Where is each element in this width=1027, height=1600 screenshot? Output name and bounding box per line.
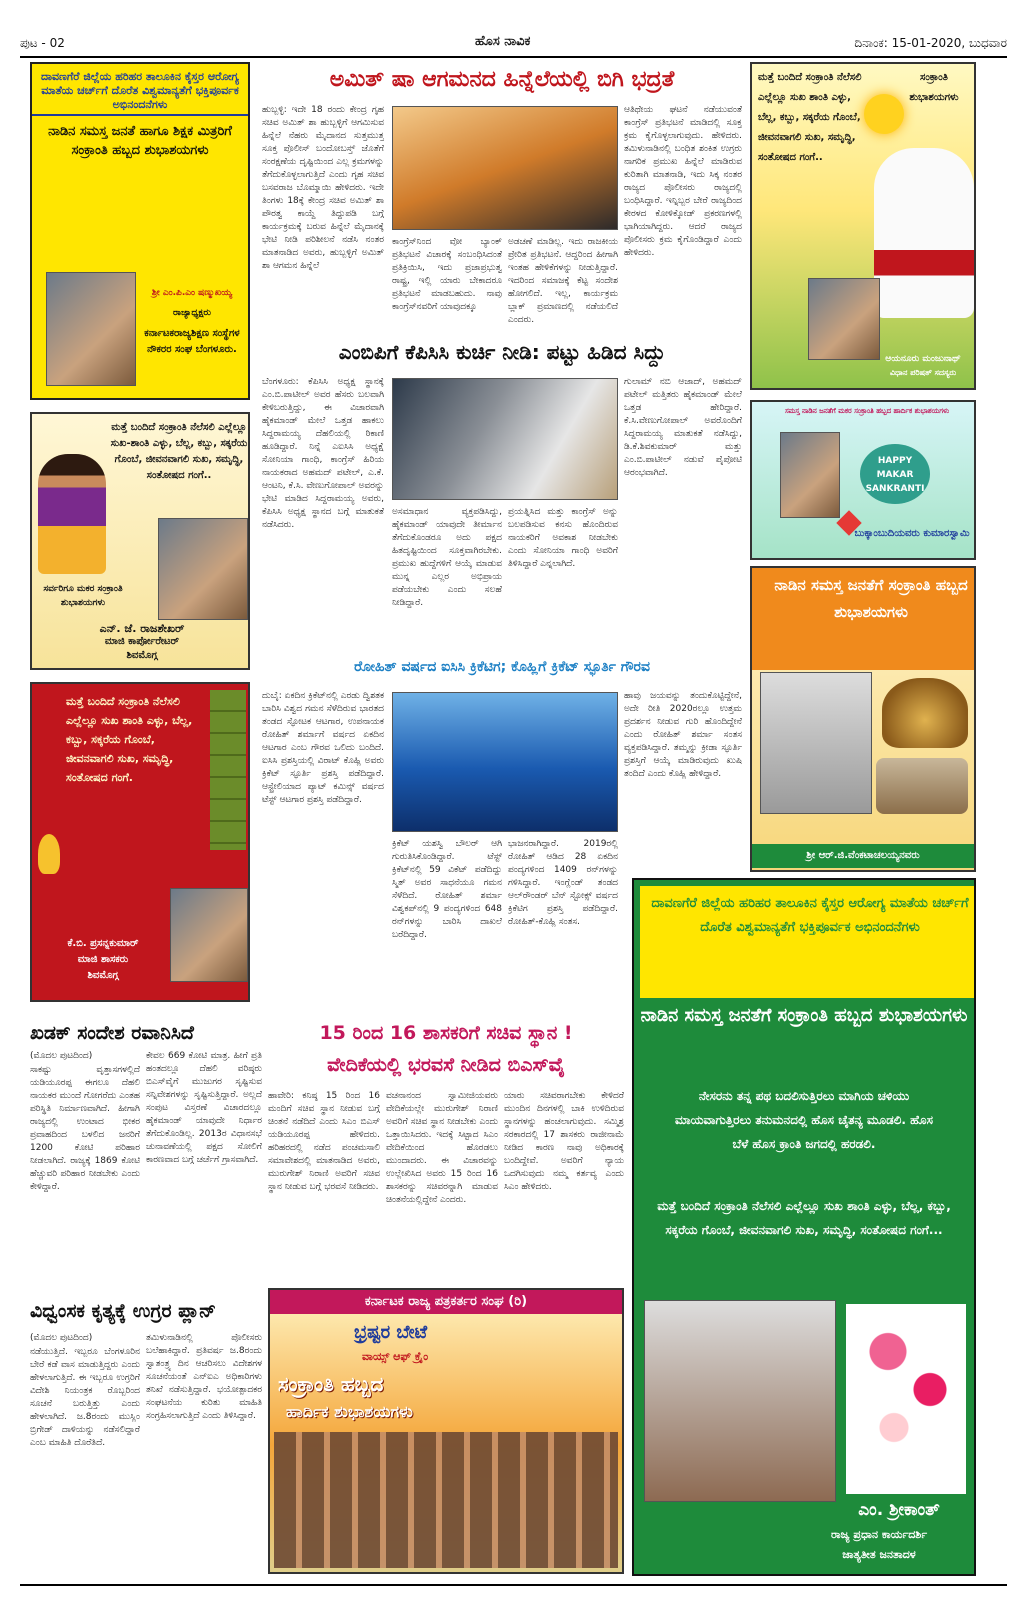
ad-person-role: ರಾಜ್ಯಾಧ್ಯಕ್ಷರು: [173, 308, 211, 318]
story-body: ಭಾಜನರಾಗಿದ್ದಾರೆ. 2019ರಲ್ಲಿ ರೋಹಿತ್ ಆಡಿದ 28 ಏಕದಿನ ಪಂದ್ಯಗಳಿಂದ 1409 ರನ್‌ಗಳನ್ನು ಗಳಿಸಿದ್ದಾರೆ. ಇಂಗ್ಲೆಂಡ್ ತಂಡದ ಆಲ್‌ರೌಂಡರ್ ಬೆನ್ ಸ್ಟೋಕ್ಸ್ ವರ್ಷದ ಕ್ರಿಕೆಟಿಗ ಪ್ರಶಸ್ತಿ ಪಡೆದಿದ್ದಾರೆ. ರೋಹಿತ್-ಕೊಹ್ಲಿ ಸಂತಸ.: [508, 839, 618, 927]
story-body: ಸಾಕಷ್ಟು ವೃತ್ತಾಸಗಳಲ್ಲಿದೆ ಯಡಿಯೂರಪ್ಪ ಈಗಲೂ ದೆಹಲಿ ನಾಯಕರ ಮುಂದೆ ಗೋಗರೆದು ಎಂತಹ ಪರಿಸ್ಥಿತಿ ನಿರ್ಮಾಣವಾಗಿದೆ. ಹೀಗಾಗಿ ರಾಜ್ಯದಲ್ಲಿ ಉಂಟಾದ ಭೀಕರ ಪ್ರವಾಹದಿಂದ ಬಳಲಿದ ಜನರಿಗೆ 1200 ಕೋಟಿ ಪರಿಹಾರ ನೀಡಲಾಗಿದೆ. ರಾಜ್ಯಕ್ಕೆ 1869 ಕೋಟಿ ಹೆಚ್ಚುವರಿ ಪರಿಹಾರ ನೀಡಬೇಕು ಎಂದು ಕೇಳಿದ್ದಾರೆ.: [30, 1065, 140, 1192]
ad-person-role: ಮಾಜಿ ಕಾರ್ಪೋರೇಟರ್: [104, 636, 180, 647]
story-headline: ಅಮಿತ್ ಷಾ ಆಗಮನದ ಹಿನ್ನೆಲೆಯಲ್ಲಿ ಬಿಗಿ ಭದ್ರತೆ: [329, 67, 675, 92]
story-body: ಗುಲಾಮ್ ನಬಿ ಆಜಾದ್, ಅಹಮದ್ ಪಟೇಲ್ ಮತ್ತಿತರು ಹೈಕಮಾಂಡ್ ಮೇಲೆ ಒತ್ತಡ ಹೇರಿದ್ದಾರೆ. ಕೆ.ಸಿ.ವೇಣುಗೋಪಾಲ್ ಅವರೊಂದಿಗೆ ಸಿದ್ದರಾಮಯ್ಯ ಮಾತುಕತೆ ನಡೆಸಿದ್ದು, ಡಿ.ಕೆ.ಶಿವಕುಮಾರ್ ಮತ್ತು ಎಂ.ಬಿ.ಪಾಟೀಲ್ ನಡುವೆ ಪೈಪೋಟಿ ಆರಂಭವಾಗಿದೆ.: [624, 377, 742, 478]
ad-left-corporator: [30, 412, 250, 670]
portrait-photo: [46, 272, 136, 386]
ad-person-name: ಎಂ. ಶ್ರೀಕಾಂತ್: [858, 1500, 940, 1520]
ad-person-name: ಆಯನೂರು ಮಂಜುನಾಥ್: [885, 354, 961, 364]
ad-poem: ನೇಸರನು ತನ್ನ ಪಥ ಬದಲಿಸುತ್ತಿರಲು ಮಾಗಿಯ ಚಳಿಯು ಮಾಯವಾಗುತ್ತಿರಲು ತನುಮನದಲ್ಲಿ ಹೊಸ ಚೈತನ್ಯ ಮೂಡಲಿ. ಹೊಸ ಬೆಳೆ ಹೊಸ ಕ್ರಾಂತಿ ಜಗದಲ್ಲಿ ಹರಡಲಿ.: [675, 1089, 933, 1151]
ad-subtitle: ವಾಯ್ಸ್ ಆಫ್ ಕ್ರೈಂ: [362, 1350, 429, 1363]
page-header: [20, 30, 1007, 58]
ad-greeting: ನಾಡಿನ ಸಮಸ್ತ ಜನತೆಗೆ ಸಂಕ್ರಾಂತಿ ಹಬ್ಬದ ಶುಭಾಶಯಗಳು: [752, 568, 976, 670]
cow-illustration: [874, 148, 974, 318]
story-body: ಆತಿಥೇಯ ಘಟನೆ ನಡೆಯುವಂತೆ ಕಾಂಗ್ರೆಸ್ ಪ್ರತಿಭಟನೆ ಮಾಡಿದಲ್ಲಿ ಸೂಕ್ತ ಕ್ರಮ ಕೈಗೊಳ್ಳಲಾಗುವುದು. ಹೇಳಿದರು. ತಮಿಳುನಾಡಿನಲ್ಲಿ ಬಂಧಿತ ಶಂಕಿತ ಉಗ್ರರು ನಾಗರಿಕ ಪ್ರಮುಖ ಹಿನ್ನೆಲೆ ಮಾಡಿರುವ ಕುರಿತಾಗಿ ಮಾತನಾಡಿ, ಇದು ಸಿಕ್ಕ ನಂತರ ರಾಜ್ಯದ ಪೊಲೀಸರು ರಾಜ್ಯದಲ್ಲಿ ಬಂಧಿಸಿದ್ದಾರೆ. ಇನ್ನಿಬ್ಬರ ಬೇರೆ ರಾಜ್ಯದಿಂದ ಕೇರಳದ ಕೋಳಿಕ್ಕೋಡ್ ಪ್ರಕರಣಗಳಲ್ಲಿ ಭಾಗಿಯಾಗಿದ್ದರು. ಆದರೆ ರಾಜ್ಯದ ಪೊಲೀಸರು ಕ್ರಮ ಕೈಗೊಂಡಿದ್ದಾರೆ ಎಂದು ಹೇಳಿದರು.: [624, 105, 742, 258]
ad-greeting: ನಾಡಿನ ಸಮಸ್ತ ಜನತೆ ಹಾಗೂ ಶಿಕ್ಷಕ ಮಿತ್ರರಿಗೆ ಸಂಕ್ರಾಂತಿ ಹಬ್ಬದ ಶುಭಾಶಯಗಳು: [32, 114, 248, 166]
story-byline: (ಮೊದಲ ಪುಟದಿಂದ): [30, 1051, 93, 1061]
news-photo: [392, 692, 618, 832]
ad-place: ಶಿವಮೊಗ್ಗ: [87, 970, 119, 981]
date-line: ದಿನಾಂಕ: 15-01-2020, ಬುಧವಾರ: [854, 36, 1007, 50]
ad-church-text: ದಾವಣಗೆರೆ ಜಿಲ್ಲೆಯ ಹರಿಹರ ತಾಲೂಕಿನ ಕೈಸ್ತರ ಆರೋಗ್ಯ ಮಾತೆಯ ಚರ್ಚ್‌ಗೆ ದೊರೆತ ವಿಶ್ವಮಾನ್ಯತೆಗೆ ಭಕ್ತಿಪೂರ್ವಕ ಅಭಿನಂದನೆಗಳು: [640, 886, 976, 998]
ad-greeting: ಸಂಕ್ರಾಂತಿ ಹಬ್ಬದ: [278, 1372, 384, 1396]
portrait-photo: [760, 672, 872, 814]
ad-right-kite: [750, 400, 976, 560]
story-body: ಹುಬ್ಬಳ್ಳಿ: ಇದೇ 18 ರಂದು ಕೇಂದ್ರ ಗೃಹ ಸಚಿವ ಅಮಿತ್ ಶಾ ಹುಬ್ಬಳ್ಳಿಗೆ ಆಗಮಿಸುವ ಹಿನ್ನೆಲೆ ನೆಹರು ಮೈದಾನದ ಸುತ್ತಮುತ್ತ ಸೂಕ್ತ ಪೊಲೀಸ್ ಬಂದೋಬಸ್ತ್ ಜೊತೆಗೆ ಸಂರಕ್ಷಣೆಯ ದೃಷ್ಟಿಯಿಂದ ಎಲ್ಲ ಕ್ರಮಗಳನ್ನು ತೆಗೆದುಕೊಳ್ಳಲಾಗುತ್ತಿದೆ ಎಂದು ಗೃಹ ಸಚಿವ ಬಸವರಾಜ ಬೊಮ್ಮಾಯಿ ಹೇಳಿದರು. ಇದೇ ತಿಂಗಳು 18ಕ್ಕೆ ಕೇಂದ್ರ ಸಚಿವ ಅಮಿತ್ ಶಾ ಪೌರತ್ವ ಕಾಯ್ದೆ ತಿದ್ದುಪಡಿ ಬಗ್ಗೆ ಕಾರ್ಯಕ್ರಮಕ್ಕೆ ಬರುವ ಹಿನ್ನೆಲೆ ಮೈದಾನಕ್ಕೆ ಭೇಟಿ ನೀಡಿ ಪರಿಶೀಲನೆ ನಡೆಸಿ ನಂತರ ಮಾತನಾಡಿದ ಅವರು, ಹುಬ್ಬಳ್ಳಿಗೆ ಅಮಿತ್ ಶಾ ಆಗಮನ ಹಿನ್ನೆಲೆ: [262, 105, 384, 271]
ad-person-name: ಕೆ.ಬಿ. ಪ್ರಸನ್ನಕುಮಾರ್: [67, 938, 139, 949]
news-photo: [392, 106, 618, 230]
story-body: ಅಸಮಾಧಾನ ವ್ಯಕ್ತಪಡಿಸಿದ್ದು, ಹೈಕಮಾಂಡ್ ಯಾವುದೇ ತೀರ್ಮಾನ ತೆಗೆದುಕೊಂಡರೂ ಅದು ಪಕ್ಷದ ಹಿತದೃಷ್ಟಿಯಿಂದ ಸೂಕ್ತವಾಗಿರಬೇಕು. ಪ್ರಮುಖ ಹುದ್ದೆಗಳಿಗೆ ಆಯ್ಕೆ ಮಾಡುವ ಮುನ್ನ ಎಲ್ಲರ ಅಭಿಪ್ರಾಯ ಪಡೆಯಬೇಕು ಎಂದು ಸಲಹೆ ನೀಡಿದ್ದಾರೆ.: [392, 507, 502, 608]
story-body: ಕೇವಲ 669 ಕೋಟಿ ಮಾತ್ರ. ಹೀಗೆ ಪ್ರತಿ ಹಂತದಲ್ಲೂ ದೆಹಲಿ ವರಿಷ್ಠರು ಬಿಎಸ್‌ವೈಗೆ ಮುಜುಗರ ಸೃಷ್ಟಿಸುವ ಸನ್ನಿವೇಶಗಳನ್ನು ಸೃಷ್ಟಿಸುತ್ತಿದ್ದಾರೆ. ಅಲ್ಲದೆ ಸಂಪುಟ ವಿಸ್ತರಣೆ ವಿಚಾರದಲ್ಲೂ ಹೈಕಮಾಂಡ್ ಯಾವುದೇ ನಿರ್ಧಾರ ತೆಗೆದುಕೊಂಡಿಲ್ಲ. 2013ರ ವಿಧಾನಸಭೆ ಚುನಾವಣೆಯಲ್ಲಿ ಪಕ್ಷದ ಸೋಲಿಗೆ ಕಾರಣವಾದ ಬಗ್ಗೆ ಚರ್ಚೆಗೆ ಗ್ರಾಸವಾಗಿದೆ.: [146, 1051, 262, 1165]
member-photos-grid: [274, 1432, 618, 1568]
flowers-illustration: [846, 1304, 966, 1494]
ad-person-role: ವಿಧಾನ ಪರಿಷತ್ ಸದಸ್ಯರು: [889, 368, 957, 377]
pot-illustration: [882, 678, 968, 748]
ad-greeting: ಮತ್ತೆ ಬಂದಿದೆ ಸಂಕ್ರಾಂತಿ ನೆಲೆಸಲಿ ಎಲ್ಲೆಲ್ಲೂ ಸುಖ ಶಾಂತಿ ಎಳ್ಳು, ಬೆಲ್ಲ, ಕಬ್ಬು, ಸಕ್ಕರೆಯ ಗೊಂಬೆ, ಜೀವನವಾಗಲಿ ಸುಖ, ಸಮೃದ್ಧಿ, ಸಂತೋಷದ ಗಂಗೆ.: [66, 695, 193, 784]
ad-right-elder: [750, 566, 976, 872]
ad-title: ಭ್ರಷ್ಟರ ಬೇಟೆ: [354, 1322, 428, 1343]
story-body: ಅಡಚಣೆ ಮಾಡಿಲ್ಲ. ಇದು ರಾಜಕೀಯ ಪ್ರೇರಿತ ಪ್ರತಿಭಟನೆ. ಆದ್ದರಿಂದ ಹೀಗಾಗಿ ಇಂತಹ ಹೇಳಿಕೆಗಳನ್ನು ನೀಡುತ್ತಿದ್ದಾರೆ. ಇದರಿಂದ ಸಮಾಜಕ್ಕೆ ಕೆಟ್ಟ ಸಂದೇಶ ಹೋಗಲಿದೆ. ಇಲ್ಲ, ಕಾರ್ಯಕ್ರಮ ಬ್ಲಾಕ್ ಪ್ರಮಾಣದಲ್ಲಿ ನಡೆಯಲಿದೆ ಎಂದರು.: [508, 237, 618, 325]
portrait-photo: [158, 518, 248, 620]
ad-right-mlc: [750, 62, 976, 390]
ad-greeting: ಸಮಸ್ತ ನಾಡಿನ ಜನತೆಗೆ ಮಕರ ಸಂಕ್ರಾಂತಿ ಹಬ್ಬದ ಹಾರ್ದಿಕ ಶುಭಾಶಯಗಳು: [784, 407, 950, 415]
story-headline: ವಿಧ್ವಂಸಕ ಕೃತ್ಯಕ್ಕೆ ಉಗ್ರರ ಪ್ಲಾನ್: [30, 1300, 216, 1322]
footer-rule: [20, 1584, 1007, 1586]
story-body: ತಮಿಳುನಾಡಿನಲ್ಲಿ ಪೊಲೀಸರು ಬಲೆಹಾಕಿದ್ದಾರೆ. ಪ್ರತಿವರ್ಷ ಜ.8ರಂದು ಸ್ವಾತಂತ್ರ್ಯ ದಿನ ಆಚರಿಸಲು ವಿದೇಶಗಳ ಸೂಚನೆಯಂತೆ ಎನ್‌ಐಎ ಅಧಿಕಾರಿಗಳು ತನಿಖೆ ನಡೆಸುತ್ತಿದ್ದಾರೆ. ಭಯೋತ್ಪಾದಕರ ಸಂಘಟನೆಯ ಕುರಿತು ಮಾಹಿತಿ ಸಂಗ್ರಹಿಸಲಾಗುತ್ತಿದೆ ಎಂದು ತಿಳಿಸಿದ್ದಾರೆ.: [146, 1333, 262, 1421]
ad-person-role: ರಾಜ್ಯ ಪ್ರಧಾನ ಕಾರ್ಯದರ್ಶಿ: [830, 1528, 928, 1541]
story-body: ವಚನಾನಂದ ಸ್ವಾಮೀಜಿಯವರು ವೇದಿಕೆಯಲ್ಲೇ ಮುರುಗೇಶ್ ನಿರಾಣಿ ಅವರಿಗೆ ಸಚಿವ ಸ್ಥಾನ ನೀಡಬೇಕು ಎಂದು ಒತ್ತಾಯಿಸಿದರು. ಇದಕ್ಕೆ ಸಿಟ್ಟಾದ ಸಿಎಂ ವೇದಿಕೆಯಿಂದ ಹೊರಡಲು ಮುಂದಾದರು. ಈ ವಿಚಾರವನ್ನು ಉಲ್ಲೇಖಿಸಿದ ಅವರು 15 ರಿಂದ 16 ಶಾಸಕರನ್ನು ಸಚಿವರನ್ನಾಗಿ ಮಾಡುವ ಚಿಂತನೆಯಲ್ಲಿದ್ದೇನೆ ಎಂದರು.: [386, 1091, 498, 1205]
ad-greeting: ಮತ್ತೆ ಬಂದಿದೆ ಸಂಕ್ರಾಂತಿ ನೆಲೆಸಲಿ ಎಲ್ಲೆಲ್ಲೂ ಸುಖ-ಶಾಂತಿ ಎಳ್ಳು, ಬೆಲ್ಲ, ಕಬ್ಬು, ಸಕ್ಕರೆಯ ಗೊಂಬೆ, ಜೀವನವಾಗಲಿ ಸುಖ, ಸಮೃದ್ಧಿ, ಸಂತೋಷದ ಗಂಗೆ..: [110, 422, 248, 481]
ad-greeting: ಮತ್ತೆ ಬಂದಿದೆ ಸಂಕ್ರಾಂತಿ ನೆಲೆಸಲಿ ಎಲ್ಲೆಲ್ಲೂ ಸುಖ ಶಾಂತಿ ಎಳ್ಳು, ಬೆಲ್ಲ, ಕಬ್ಬು, ಸಕ್ಕರೆಯ ಗೊಂಬೆ, ಜೀವನವಾಗಲಿ ಸುಖ, ಸಮೃದ್ಧಿ, ಸಂತೋಷದ ಗಂಗೆ..: [758, 72, 862, 163]
ad-person-role: ಮಾಜಿ ಶಾಸಕರು: [77, 954, 129, 965]
ad-left-former-mla: [30, 682, 250, 1002]
story-subheadline: ವೇದಿಕೆಯಲ್ಲಿ ಭರವಸೆ ನೀಡಿದ ಬಿಎಸ್‌ವೈ: [327, 1054, 565, 1076]
portrait-photo: [170, 888, 248, 982]
ad-right-secretary: [632, 878, 976, 1576]
ad-poem: ಮತ್ತೆ ಬಂದಿದೆ ಸಂಕ್ರಾಂತಿ ನೆಲೆಸಲಿ ಎಲ್ಲೆಲ್ಲೂ ಸುಖ ಶಾಂತಿ ಎಳ್ಳು, ಬೆಲ್ಲ, ಕಬ್ಬು, ಸಕ್ಕರೆಯ ಗೊಂಬೆ, ಜೀವನವಾಗಲಿ ಸುಖ, ಸಮೃದ್ಧಿ, ಸಂತೋಷದ ಗಂಗೆ...: [657, 1199, 951, 1237]
cart-illustration: [876, 758, 968, 814]
story-body: ಕ್ರಿಕೆಟ್ ಯಶಸ್ವಿ ಬೌಲರ್ ಆಗಿ ಗುರುತಿಸಿಕೊಂಡಿದ್ದಾರೆ. ಟೆಸ್ಟ್ ಕ್ರಿಕೆಟ್‌ನಲ್ಲಿ 59 ವಿಕೆಟ್ ಪಡೆದಿದ್ದು ಸ್ಮಿತ್ ಅವರ ಸಾಧನೆಯೂ ಗಮನ ಸೆಳೆದಿದೆ. ರೋಹಿತ್ ಶರ್ಮಾ ವಿಶ್ವಕಪ್‌ನಲ್ಲಿ 9 ಪಂದ್ಯಗಳಿಂದ 648 ರನ್‌ಗಳನ್ನು ಬಾರಿಸಿ ದಾಖಲೆ ಬರೆದಿದ್ದಾರೆ.: [392, 839, 502, 940]
news-photo: [392, 378, 618, 500]
sugarcane-illustration: [210, 690, 246, 850]
ad-greeting: ಹಾರ್ದಿಕ ಶುಭಾಶಯಗಳು: [286, 1402, 413, 1421]
ad-church-text: ದಾವಣಗೆರೆ ಜಿಲ್ಲೆಯ ಹರಿಹರ ತಾಲೂಕಿನ ಕೈಸ್ತರ ಆರೋಗ್ಯ ಮಾತೆಯ ಚರ್ಚ್‌ಗೆ ದೊರೆತ ವಿಶ್ವಮಾನ್ಯತೆಗೆ ಭಕ್ತಿಪೂರ್ವಕ ಅಭಿನಂದನೆಗಳು: [41, 70, 239, 111]
story-body: ಹಾವೇರಿ: ಕನಿಷ್ಠ 15 ರಿಂದ 16 ಮಂದಿಗೆ ಸಚಿವ ಸ್ಥಾನ ನೀಡುವ ಬಗ್ಗೆ ಚಿಂತನೆ ನಡೆದಿದೆ ಎಂದು ಸಿಎಂ ಬಿಎಸ್ ಯಡಿಯೂರಪ್ಪ ಹೇಳಿದರು. ಹರಿಹರದಲ್ಲಿ ನಡೆದ ಪಂಚಮಸಾಲಿ ಸಮಾವೇಶದಲ್ಲಿ ಮಾತನಾಡಿದ ಅವರು, ಮುರುಗೇಶ್ ನಿರಾಣಿ ಅವರಿಗೆ ಸಚಿವ ಸ್ಥಾನ ನೀಡುವ ಬಗ್ಗೆ ಭರವಸೆ ನೀಡಿದರು.: [268, 1091, 380, 1192]
story-body: ಬೆಂಗಳೂರು: ಕೆಪಿಸಿಸಿ ಅಧ್ಯಕ್ಷ ಸ್ಥಾನಕ್ಕೆ ಎಂ.ಬಿ.ಪಾಟೀಲ್ ಅವರ ಹೆಸರು ಬಲವಾಗಿ ಕೇಳಿಬರುತ್ತಿದ್ದು, ಈ ವಿಚಾರವಾಗಿ ಹೈಕಮಾಂಡ್ ಮೇಲೆ ಒತ್ತಡ ಹಾಕಲು ಸಿದ್ದರಾಮಯ್ಯ ದೆಹಲಿಯಲ್ಲಿ ಠಿಕಾಣಿ ಹೂಡಿದ್ದಾರೆ. ನಿನ್ನೆ ಎಐಸಿಸಿ ಅಧ್ಯಕ್ಷೆ ಸೋನಿಯಾ ಗಾಂಧಿ, ಕಾಂಗ್ರೆಸ್ ಹಿರಿಯ ನಾಯಕರಾದ ಅಹಮದ್ ಪಟೇಲ್, ಎ.ಕೆ. ಆಂಟನಿ, ಕೆ.ಸಿ. ವೇಣುಗೋಪಾಲ್ ಅವರನ್ನು ಭೇಟಿ ಮಾಡಿದ ಸಿದ್ದರಾಮಯ್ಯ ಅವರು, ಕೆಪಿಸಿಸಿ ಅಧ್ಯಕ್ಷ ಸ್ಥಾನದ ಬಗ್ಗೆ ಮಾತುಕತೆ ನಡೆಸಿದರು.: [262, 377, 384, 530]
ad-org: ಕರ್ನಾಟಕರಾಜ್ಯಶಿಕ್ಷಣ ಸಂಸ್ಥೆಗಳ ನೌಕರರ ಸಂಘ ಬೆಂಗಳೂರು.: [144, 328, 240, 355]
portrait-photo: [644, 1300, 836, 1502]
story-body: ನಡೆಯುತ್ತಿದೆ. ಇಬ್ಬರೂ ಬೆಂಗಳೂರಿನ ಬೇರೆ ಕಡೆ ವಾಸ ಮಾಡುತ್ತಿದ್ದರು ಎಂದು ಹೇಳಲಾಗುತ್ತಿದೆ. ಈ ಇಬ್ಬರೂ ಉಗ್ರರಿಗೆ ವಿದೇಶಿ ನಿಯಂತ್ರಕ ರೊಬ್ಬರಿಂದ ಸೂಚನೆ ಬರುತ್ತಿತ್ತು ಎಂದು ಹೇಳಲಾಗಿದೆ. ಜ.8ರಂದು ಮುಸ್ಲಿಂ ಬ್ರಿಗೇಡ್ ದಾಳಿಯನ್ನು ನಡೆಸಲಿದ್ದಾರೆ ಎಂಬ ಮಾಹಿತಿ ದೊರೆತಿದೆ.: [30, 1347, 140, 1448]
lady-illustration: [38, 454, 106, 574]
story-body: ಪ್ರಯತ್ನಿಸಿದ ಮತ್ತು ಕಾಂಗ್ರೆಸ್ ಅನ್ನು ಬಲಪಡಿಸುವ ಕನಸು ಹೊಂದಿರುವ ನಾಯಕರಿಗೆ ಅವಕಾಶ ನೀಡಬೇಕು ಎಂದು ಸೋನಿಯಾ ಗಾಂಧಿ ಅವರಿಗೆ ತಿಳಿಸಿದ್ದಾರೆ ಎನ್ನಲಾಗಿದೆ.: [508, 507, 618, 569]
story-body: ಹಾವು ಜಯವನ್ನು ತಂದುಕೊಟ್ಟಿದ್ದೇನೆ, ಅದೇ ರೀತಿ 2020ರಲ್ಲೂ ಉತ್ತಮ ಪ್ರದರ್ಶನ ನೀಡುವ ಗುರಿ ಹೊಂದಿದ್ದೇನೆ ಎಂದು ರೋಹಿತ್ ಶರ್ಮಾ ಸಂತಸ ವ್ಯಕ್ತಪಡಿಸಿದ್ದಾರೆ. ತಮ್ಮನ್ನು ಕ್ರೀಡಾ ಸ್ಫೂರ್ತಿ ಪ್ರಶಸ್ತಿಗೆ ಆಯ್ಕೆ ಮಾಡಿರುವುದು ಖುಷಿ ತಂದಿದೆ ಎಂದು ಕೊಹ್ಲಿ ಹೇಳಿದ್ದಾರೆ.: [624, 691, 742, 779]
page-number: ಪುಟ - 02: [20, 36, 65, 50]
ad-greeting: ನಾಡಿನ ಸಮಸ್ತ ಜನತೆಗೆ ಸಂಕ್ರಾಂತಿ ಹಬ್ಬದ ಶುಭಾಶಯಗಳು: [640, 1005, 968, 1026]
story-headline: ಎಂಬಿಪಿಗೆ ಕೆಪಿಸಿಸಿ ಕುರ್ಚಿ ನೀಡಿ: ಪಟ್ಟು ಹಿಡಿದ ಸಿದ್ದು: [338, 340, 666, 364]
portrait-photo: [780, 432, 840, 518]
story-headline: 15 ರಿಂದ 16 ಶಾಸಕರಿಗೆ ಸಚಿವ ಸ್ಥಾನ !: [319, 1022, 573, 1044]
lamp-icon: [38, 834, 60, 874]
story-body: ಯಾರು ಸಚಿವರಾಗಬೇಕು ಕೇಳಿದರೆ ಮುಂದಿನ ದಿನಗಳಲ್ಲಿ ಬಾಕಿ ಉಳಿದಿರುವ ಸ್ಥಾನಗಳನ್ನು ಹಂಚಲಾಗುವುದು. ಸಮ್ಮಿಶ್ರ ಸರಕಾರದಲ್ಲಿ 17 ಶಾಸಕರು ರಾಜೀನಾಮೆ ನೀಡಿದ ಕಾರಣ ನಾವು ಅಧಿಕಾರಕ್ಕೆ ಬಂದಿದ್ದೇವೆ. ಅವರಿಗೆ ನ್ಯಾಯ ಒದಗಿಸುವುದು ನಮ್ಮ ಕರ್ತವ್ಯ ಎಂದು ಸಿಎಂ ಹೇಳಿದರು.: [504, 1091, 624, 1192]
story-body: ಕಾಂಗ್ರೆಸ್‌ನಿಂದ ವೋ ಬ್ಯಾಂಕ್ ಪ್ರತಿಭಟನೆ ವಿಚಾರಕ್ಕೆ ಸಂಬಂಧಿಸಿದಂತೆ ಪ್ರತಿಕ್ರಿಯಿಸಿ, ಇದು ಪ್ರಜಾಪ್ರಭುತ್ವ ರಾಷ್ಟ್ರ, ಇಲ್ಲಿ ಯಾರು ಬೇಕಾದರೂ ಪ್ರತಿಭಟನೆ ಮಾಡಬಹುದು. ನಾವು ಕಾಂಗ್ರೆಸ್‌ನವರಿಗೆ ಯಾವುದಕ್ಕೂ: [392, 237, 502, 312]
ad-place: ಶಿವಮೊಗ್ಗ: [126, 650, 158, 661]
ad-person-name: ಬುಕ್ಕಾಂಬುದಿಯವರು ಕುಮಾರಸ್ವಾಮಿ: [854, 528, 970, 539]
ad-person-name: ಎನ್. ಜೆ. ರಾಜಶೇಖರ್: [99, 622, 185, 635]
portrait-photo: [808, 278, 880, 360]
story-headline: ರೋಹಿತ್ ವರ್ಷದ ಐಸಿಸಿ ಕ್ರಿಕೆಟಿಗ; ಕೊಹ್ಲಿಗೆ ಕ್ರಿಕೆಟ್ ಸ್ಫೂರ್ತಿ ಗೌರವ: [354, 659, 650, 675]
ad-wish: ಸಂಕ್ರಾಂತಿ ಶುಭಾಶಯಗಳು: [909, 72, 959, 103]
story-headline: ಖಡಕ್ ಸಂದೇಶ ರವಾನಿಸಿದೆ: [30, 1022, 194, 1044]
ad-party: ಜಾತ್ಯತೀತ ಜನತಾದಳ: [842, 1548, 916, 1561]
happy-sankranti-text: HAPPY MAKAR SANKRANTI: [860, 444, 930, 504]
ad-person-name: ಶ್ರೀ ಆರ್.ಜಿ.ವೆಂಕಟಾಚಲಯ್ಯನವರು: [752, 844, 974, 868]
ad-org: ಕರ್ನಾಟಕ ರಾಜ್ಯ ಪತ್ರಕರ್ತರ ಸಂಘ (ರಿ): [270, 1290, 622, 1314]
paper-name: ಹೊಸ ನಾವಿಕ: [475, 34, 531, 49]
ad-person-name: ಶ್ರೀ ಎಂ.ಪಿ.ಎಂ ಷಣ್ಮುಖಯ್ಯ: [151, 288, 233, 298]
sun-icon: [864, 94, 904, 134]
ad-wish: ಸರ್ವರಿಗೂ ಮಕರ ಸಂಕ್ರಾಂತಿ ಶುಭಾಶಯಗಳು: [43, 584, 123, 608]
ad-journalists-union: [268, 1288, 624, 1574]
ad-left-teacher-union: [30, 62, 250, 400]
story-body: ದುಬೈ: ಏಕದಿನ ಕ್ರಿಕೆಟ್‌ನಲ್ಲಿ ಎರಡು ದ್ವಿಶತಕ ಬಾರಿಸಿ ವಿಶ್ವದ ಗಮನ ಸೆಳೆದಿರುವ ಭಾರತದ ತಂಡದ ಸ್ಫೋಟಕ ಆಟಗಾರ, ಉಪನಾಯಕ ರೋಹಿತ್ ಶರ್ಮಾಗೆ ವರ್ಷದ ಏಕದಿನ ಆಟಗಾರ ಎಂಬ ಗೌರವ ಒಲಿದು ಬಂದಿದೆ. ಐಸಿಸಿ ಪ್ರಶಸ್ತಿಯಲ್ಲಿ ವಿರಾಟ್ ಕೊಹ್ಲಿ ಅವರು ಕ್ರಿಕೆಟ್ ಸ್ಫೂರ್ತಿ ಪ್ರಶಸ್ತಿ ಪಡೆದಿದ್ದಾರೆ. ಆಸ್ಟ್ರೇಲಿಯಾದ ಪ್ಯಾಟ್ ಕಮಿನ್ಸ್ ವರ್ಷದ ಟೆಸ್ಟ್ ಆಟಗಾರ ಪ್ರಶಸ್ತಿ ಪಡೆದಿದ್ದಾರೆ.: [262, 691, 384, 805]
story-byline: (ಮೊದಲ ಪುಟದಿಂದ): [30, 1333, 93, 1343]
